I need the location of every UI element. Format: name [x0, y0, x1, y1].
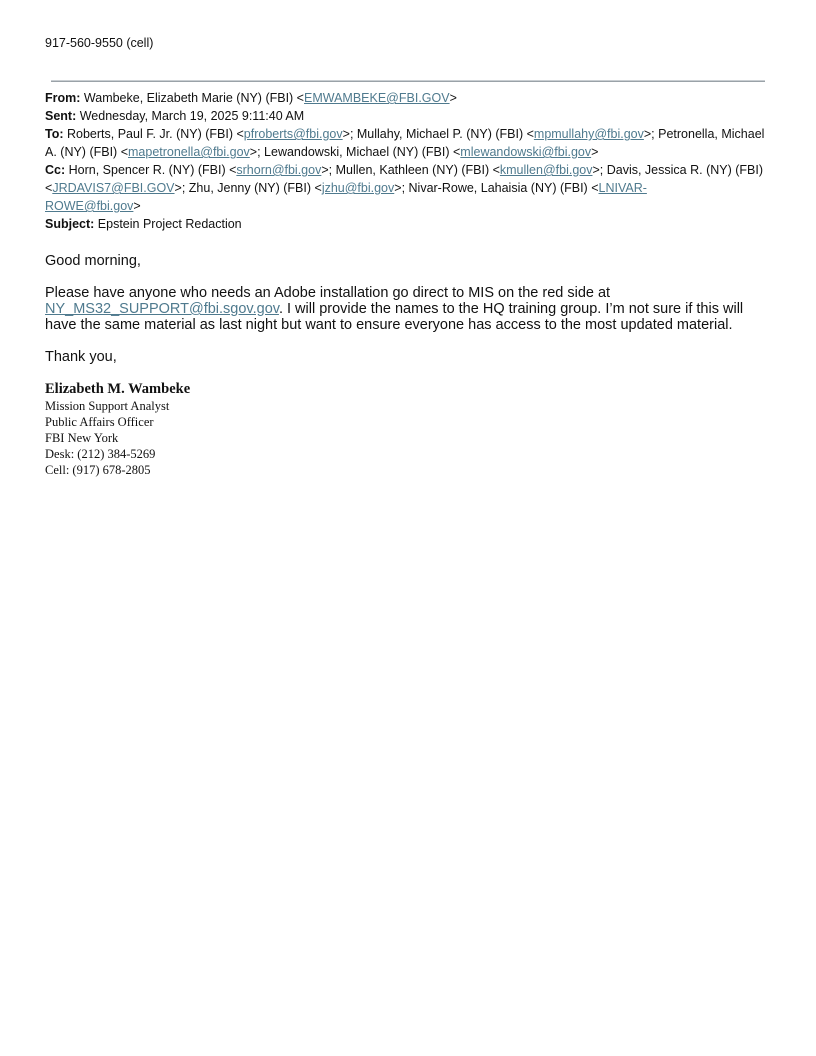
from-label: From: — [45, 91, 81, 105]
from-row: From: Wambeke, Elizabeth Marie (NY) (FBI) <EMWAMBEKE@FBI.GOV> — [45, 91, 457, 105]
para-end: . I will provide the names to the HQ training group. I’m not sure if this will have the same material as last night but want to ensure everyone has access to the most updated material. — [45, 301, 744, 333]
to-recipient-email[interactable]: mpmullahy@fbi.gov — [533, 127, 644, 141]
cc-recipient-email[interactable]: srhorn@fbi.gov — [236, 163, 322, 177]
sent-value: Wednesday, March 19, 2025 9:11:40 AM — [79, 109, 305, 123]
to-recipient-email[interactable]: mlewandowski@fbi.gov — [460, 145, 592, 159]
cc-recipient-email[interactable]: jzhu@fbi.gov — [321, 181, 395, 195]
signature-name: Elizabeth M. Wambeke — [45, 381, 191, 397]
to-label: To: — [45, 127, 64, 141]
signature-role: Public Affairs Officer — [45, 415, 154, 429]
signature-desk-phone: Desk: (212) 384-5269 — [45, 447, 156, 461]
cc-recipient-name: Mullen, Kathleen (NY) (FBI) < — [335, 163, 500, 177]
to-recipient-name: Roberts, Paul F. Jr. (NY) (FBI) < — [67, 127, 244, 141]
from-email-link[interactable]: EMWAMBEKE@FBI.GOV — [304, 91, 450, 105]
top-phone: 917-560-9550 (cell) — [45, 36, 154, 50]
to-recipient-email[interactable]: pfroberts@fbi.gov — [243, 127, 343, 141]
subject-label: Subject: — [45, 217, 95, 231]
cc-recipient-name: Davis, Jessica R. (NY) (FBI) < — [45, 163, 763, 195]
closing: Thank you, — [45, 349, 117, 365]
cc-row: Cc: Horn, Spencer R. (NY) (FBI) <srhorn@fbi.gov>; Mullen, Kathleen (NY) (FBI) <kmullen@fbi.gov>; Davis, Jessica R. (NY) (FBI) <JRDAVIS7@FBI.GOV>; Zhu, Jenny (NY) (FBI) <jzhu@fbi.gov>; Nivar-Rowe, Lahaisia (NY) (FBI) <LNIVAR- ROWE@fbi.gov> — [45, 163, 763, 213]
to-recipient-name: Lewandowski, Michael (NY) (FBI) < — [264, 145, 461, 159]
cc-recipient-name: Zhu, Jenny (NY) (FBI) < — [188, 181, 322, 195]
sent-row — [45, 107, 771, 125]
email-body — [45, 253, 771, 365]
cc-recipient-email-part[interactable]: ROWE@fbi.gov — [45, 199, 134, 213]
body-paragraph — [45, 285, 771, 333]
to-row: To: Roberts, Paul F. Jr. (NY) (FBI) <pfroberts@fbi.gov>; Mullahy, Michael P. (NY) (FBI) <mpmullahy@fbi.gov>; Petronella, Michael A. (NY) (FBI) <mapetronella@fbi.gov>; Lewandowski, Michael (NY) (FBI) <mlewandowski@fbi.gov> — [45, 127, 765, 159]
signature-office: FBI New York — [45, 431, 119, 445]
sent-label: Sent: — [45, 109, 77, 123]
cc-recipient-email[interactable]: JRDAVIS7@FBI.GOV — [52, 181, 175, 195]
subject-value: Epstein Project Redaction — [97, 217, 242, 231]
support-email-link[interactable]: NY_MS32_SUPPORT@fbi.sgov.gov — [45, 301, 279, 317]
signature-block — [45, 380, 190, 478]
from-name: Wambeke, Elizabeth Marie (NY) (FBI) < — [83, 91, 304, 105]
to-recipient-email[interactable]: mapetronella@fbi.gov — [128, 145, 250, 159]
cc-recipient-name: Nivar-Rowe, Lahaisia (NY) (FBI) < — [408, 181, 599, 195]
subject-row — [45, 215, 771, 233]
para-start: Please have anyone who needs an Adobe installation go direct to MIS on the red side at — [45, 285, 611, 301]
to-recipient-name: Petronella, Michael A. (NY) (FBI) < — [45, 127, 765, 159]
signature-title: Mission Support Analyst — [45, 399, 170, 413]
cc-recipient-email-part[interactable]: LNIVAR- — [598, 181, 647, 195]
cc-recipient-name: Horn, Spencer R. (NY) (FBI) < — [68, 163, 237, 177]
header-divider — [51, 80, 765, 82]
greeting: Good morning, — [45, 253, 141, 269]
email-header — [45, 89, 771, 233]
cc-label: Cc: — [45, 163, 66, 177]
cc-recipient-email[interactable]: kmullen@fbi.gov — [499, 163, 593, 177]
to-recipient-name: Mullahy, Michael P. (NY) (FBI) < — [356, 127, 534, 141]
signature-cell-phone: Cell: (917) 678-2805 — [45, 463, 151, 477]
